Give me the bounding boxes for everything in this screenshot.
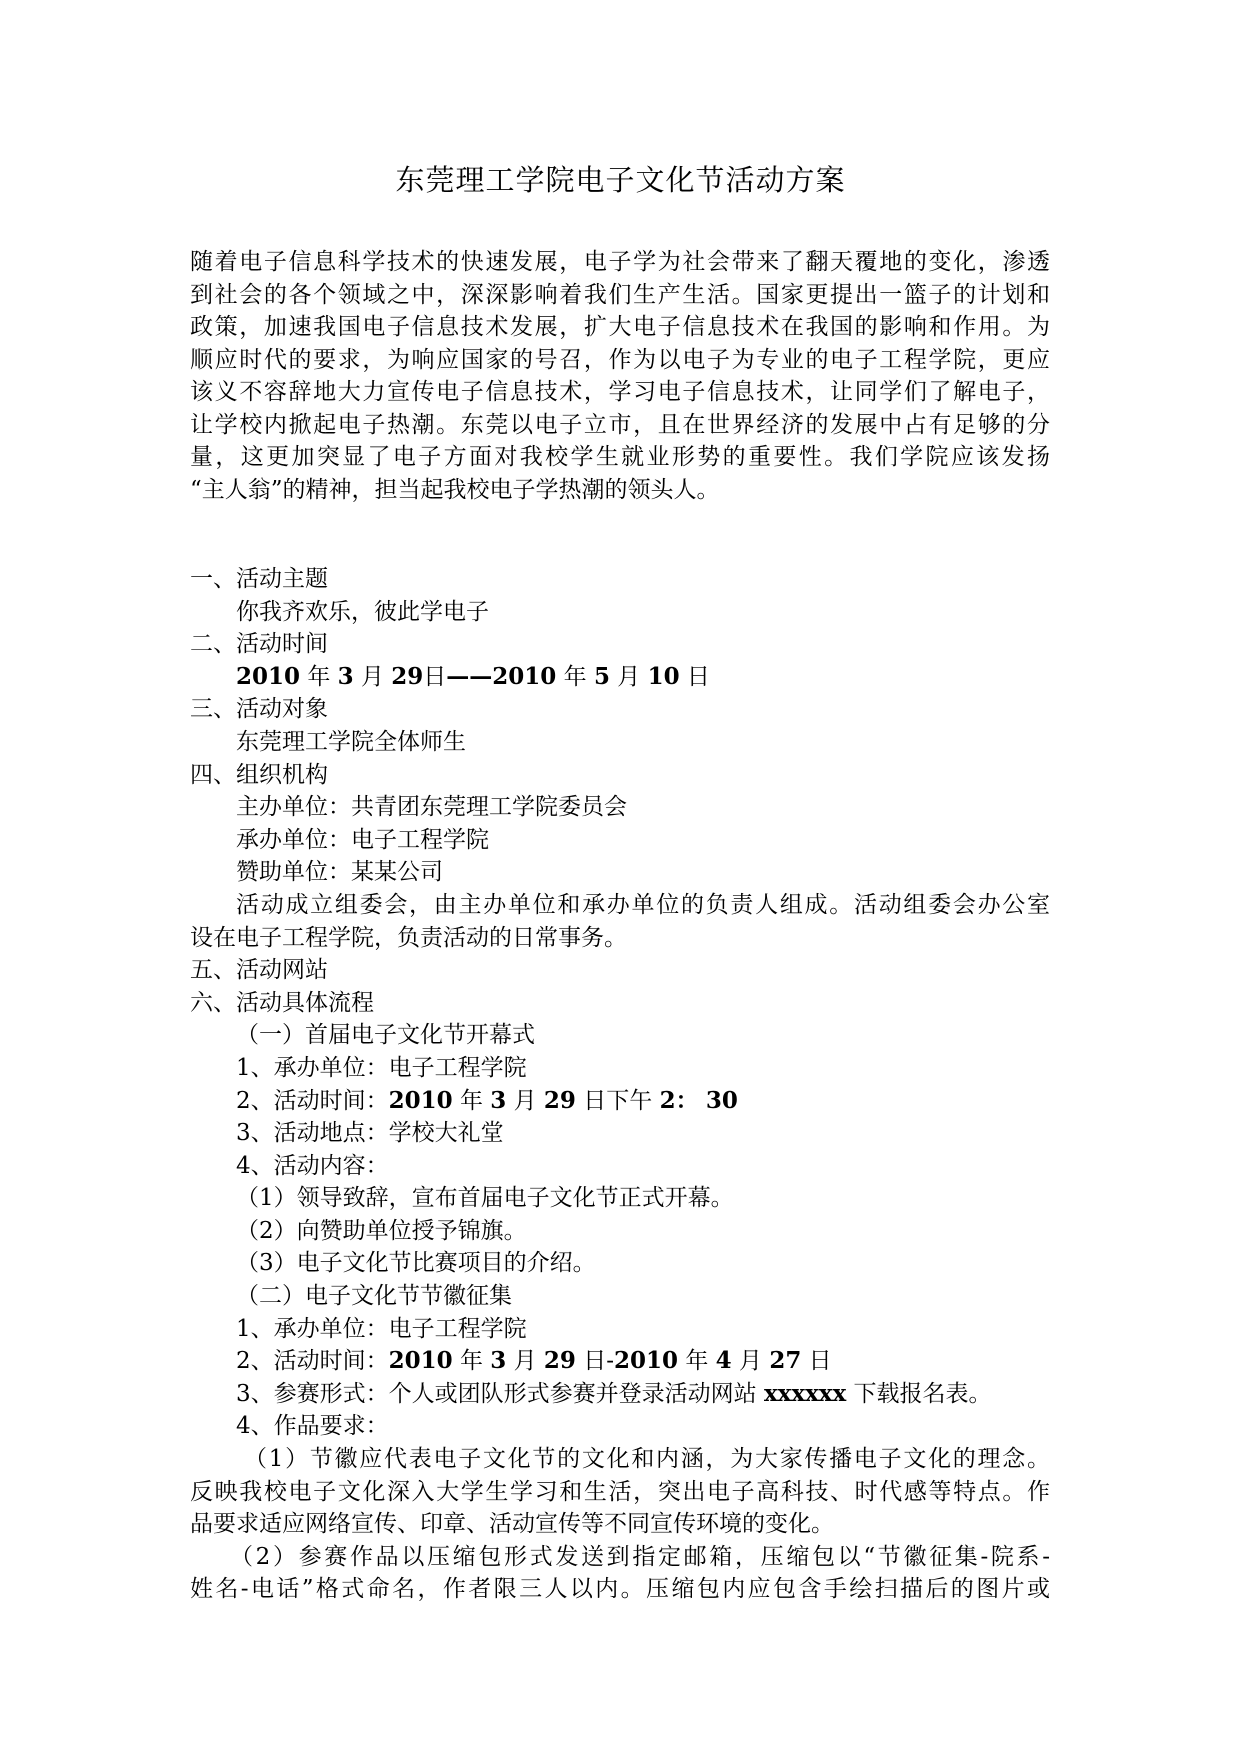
entry-form-text: 3、参赛形式：个人或团队形式参赛并登录活动网站 <box>236 1380 757 1407</box>
paragraph-spacer <box>190 506 1050 563</box>
section-heading-organization: 四、组织机构 <box>190 761 328 788</box>
year-unit: 年 <box>307 663 331 690</box>
section-heading-audience: 三、活动对象 <box>190 696 328 723</box>
end-month: 4 <box>715 1347 732 1375</box>
subsection-title-opening: （一）首届电子文化节开幕式 <box>236 1022 535 1049</box>
requirement-line: 反映我校电子文化深入大学生学习和生活，突出电子高科技、时代感等特点。作 <box>190 1478 1050 1505</box>
section-heading-theme: 一、活动主题 <box>190 566 328 592</box>
month-unit: 月 <box>360 663 384 690</box>
organizer-unit: 承办单位：电子工程学院 <box>236 826 489 853</box>
document-title: 东莞理工学院电子文化节活动方案 <box>395 163 846 197</box>
day-unit: 日 <box>423 663 447 690</box>
host-unit: 主办单位：共青团东莞理工学院委员会 <box>236 794 627 821</box>
date-separator: 日- <box>583 1348 615 1375</box>
start-day: 29 <box>543 1347 576 1375</box>
section-heading-time: 二、活动时间 <box>190 631 328 658</box>
year-unit: 年 <box>563 663 587 690</box>
day-unit: 日 <box>686 663 710 690</box>
intro-line: 量，这更加突显了电子方面对我校学生就业形势的重要性。我们学院应该发扬 <box>190 444 1050 470</box>
time-day: 29 <box>543 1086 576 1114</box>
subsection-title-emblem: （二）电子文化节节徽征集 <box>236 1283 512 1310</box>
intro-line: 该义不容辞地大力宣传电子信息技术，学习电子信息技术，让同学们了解电子， <box>190 379 1050 405</box>
emblem-requirements-label: 4、作品要求： <box>236 1413 389 1440</box>
committee-note-line: 活动成立组委会，由主办单位和承办单位的负责人组成。活动组委会办公室 <box>236 891 1050 918</box>
opening-venue: 3、活动地点：学校大礼堂 <box>236 1120 504 1147</box>
intro-paragraph <box>190 246 1050 506</box>
intro-line: 让学校内掀起电子热潮。东莞以电子立市，且在世界经济的发展中占有足够的分 <box>190 411 1050 438</box>
date-dash: —— <box>446 662 493 690</box>
time-label: 2、活动时间： <box>236 1087 389 1114</box>
time-month: 3 <box>490 1086 507 1114</box>
time-hour: 2： <box>659 1086 699 1114</box>
month-unit: 月 <box>513 1348 537 1375</box>
start-year: 2010 <box>388 1347 453 1375</box>
opening-content-item: （3）电子文化节比赛项目的介绍。 <box>236 1250 596 1277</box>
month-unit: 月 <box>513 1087 537 1114</box>
start-month: 3 <box>490 1347 507 1375</box>
intro-line: 政策，加速我国电子信息技术发展，扩大电子信息技术在我国的影响和作用。为 <box>190 314 1050 340</box>
month-unit: 月 <box>617 663 641 690</box>
intro-line: “主人翁”的精神，担当起我校电子学热潮的领头人。 <box>190 476 720 503</box>
month-unit: 月 <box>739 1348 762 1375</box>
audience-content: 东莞理工学院全体师生 <box>236 728 466 755</box>
day-unit: 日 <box>808 1348 832 1375</box>
year-unit: 年 <box>459 1087 483 1114</box>
time-year: 2010 <box>388 1086 453 1114</box>
requirement-line: 品要求适应网络宣传、印章、活动宣传等不同宣传环境的变化。 <box>190 1511 834 1538</box>
requirement-line: （1）节徽应代表电子文化节的文化和内涵，为大家传播电子文化的理念。 <box>244 1446 1050 1473</box>
website-address: xxxxxx <box>763 1379 847 1407</box>
end-month: 5 <box>593 662 610 690</box>
requirement-line: 姓名-电话”格式命名，作者限三人以内。压缩包内应包含手绘扫描后的图片或 <box>190 1576 1050 1603</box>
committee-note-line: 设在电子工程学院，负责活动的日常事务。 <box>190 924 627 951</box>
opening-content-item: （2）向赞助单位授予锦旗。 <box>236 1217 527 1244</box>
opening-time <box>190 1085 1050 1118</box>
start-year: 2010 <box>236 662 301 690</box>
end-day: 27 <box>769 1347 802 1375</box>
opening-content-item: （1）领导致辞，宣布首届电子文化节正式开幕。 <box>236 1185 734 1212</box>
end-year: 2010 <box>614 1347 679 1375</box>
document-body <box>190 246 1050 1606</box>
intro-line: 到社会的各个领域之中，深深影响着我们生产生活。国家更提出一篮子的计划和 <box>190 281 1050 308</box>
intro-line: 顺应时代的要求，为响应国家的号召，作为以电子为专业的电子工程学院，更应 <box>190 346 1050 373</box>
start-day: 29 <box>391 662 424 690</box>
end-year: 2010 <box>492 662 557 690</box>
theme-content: 你我齐欢乐，彼此学电子 <box>236 598 489 625</box>
requirement-line: （2）参赛作品以压缩包形式发送到指定邮箱，压缩包以“节徽征集-院系- <box>230 1543 1050 1570</box>
time-minute: 30 <box>705 1086 738 1114</box>
entry-form-suffix: 下载报名表。 <box>853 1380 992 1407</box>
year-unit: 年 <box>459 1348 483 1375</box>
opening-content-label: 4、活动内容： <box>236 1152 389 1179</box>
sponsor-unit: 赞助单位：某某公司 <box>236 859 443 886</box>
end-day: 10 <box>647 662 680 690</box>
section-heading-website: 五、活动网站 <box>190 957 328 984</box>
emblem-organizer: 1、承办单位：电子工程学院 <box>236 1315 527 1342</box>
section-heading-schedule: 六、活动具体流程 <box>190 989 374 1016</box>
start-month: 3 <box>337 662 354 690</box>
year-unit: 年 <box>685 1348 709 1375</box>
intro-line: 随着电子信息科学技术的快速发展，电子学为社会带来了翻天覆地的变化，渗透 <box>190 249 1050 275</box>
event-date-range <box>190 661 1050 694</box>
emblem-entry-form <box>190 1378 1050 1411</box>
emblem-time <box>190 1345 1050 1378</box>
opening-organizer: 1、承办单位：电子工程学院 <box>236 1054 527 1081</box>
time-label: 2、活动时间： <box>236 1348 389 1375</box>
time-suffix: 日下午 <box>583 1087 653 1114</box>
